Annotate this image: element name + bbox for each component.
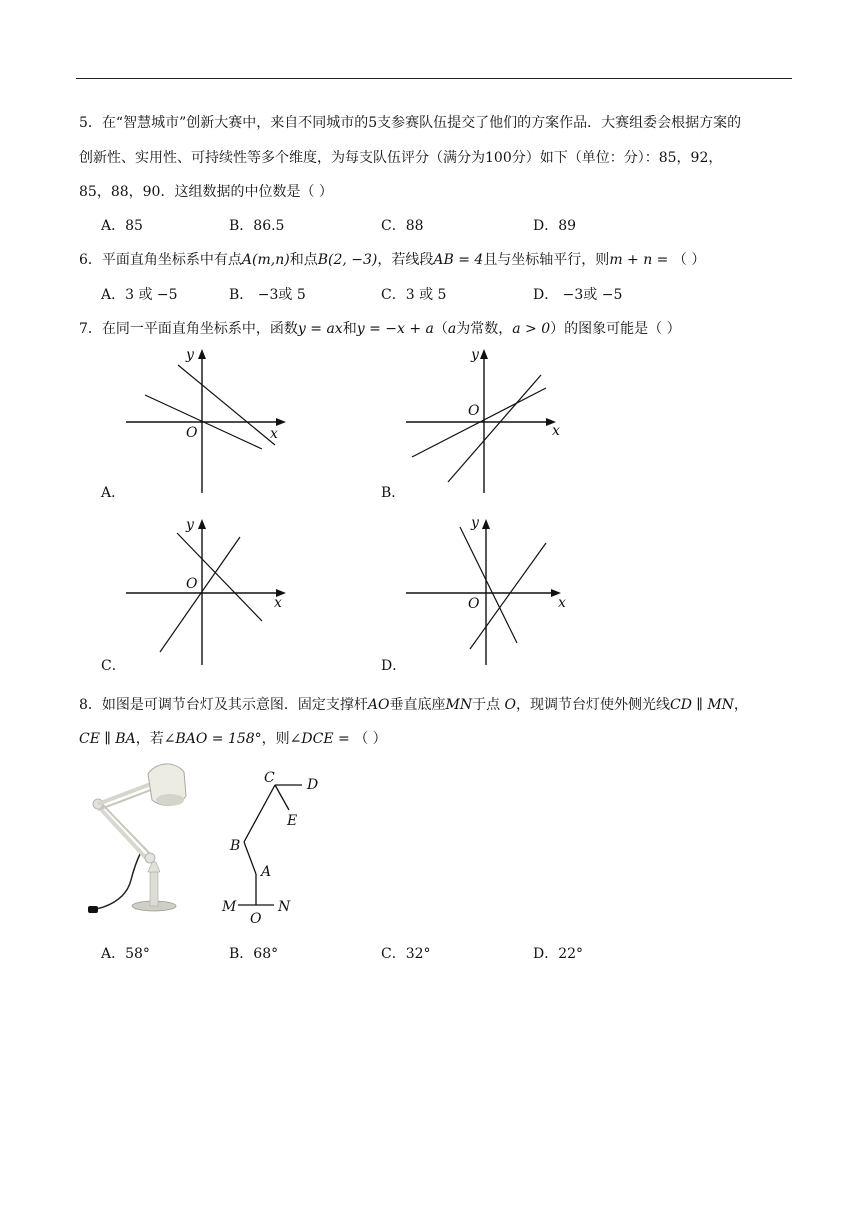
graph-b-label: B．	[381, 485, 406, 501]
graph-d[interactable]	[400, 515, 575, 670]
q5-option-c[interactable]: C．88	[381, 218, 424, 234]
function-1: y = ax	[297, 321, 343, 337]
desk-lamp-image	[86, 760, 206, 920]
sum-mn: m + n =	[609, 252, 673, 268]
given-angle: ∠BAO = 158°	[163, 731, 262, 747]
point-b: B(2, −3)	[317, 252, 378, 268]
y-axis-label: y	[186, 517, 194, 533]
x-axis-label: x	[558, 595, 566, 611]
q7-stem: 7．在同一平面直角坐标系中，函数y = ax和y = −x + a（a为常数，a > 0）的图象可能是（ ）	[79, 321, 681, 337]
q8-line2: CE ∥ BA，若∠BAO = 158°，则∠DCE = （ ）	[79, 731, 387, 747]
origin-label: O	[186, 576, 198, 592]
origin-label: O	[468, 403, 480, 419]
q8-option-c[interactable]: C．32°	[381, 946, 431, 962]
label-o: O	[250, 911, 262, 927]
label-d: D	[307, 777, 319, 793]
lamp-schematic	[218, 768, 338, 928]
x-axis-label: x	[270, 426, 278, 442]
segment-ab: AB = 4	[433, 252, 484, 268]
origin-label: O	[186, 425, 198, 441]
q8-option-a[interactable]: A．58°	[101, 946, 150, 962]
label-b: B	[230, 838, 241, 854]
q6-option-a[interactable]: A．3 或 −5	[101, 287, 178, 303]
asked-angle: ∠DCE =	[289, 731, 355, 747]
q6-stem: 6．平面直角坐标系中有点A(m,n)和点B(2, −3)，若线段AB = 4且与坐标轴平行，则m + n = （ ）	[79, 252, 706, 268]
label-c: C	[264, 770, 275, 786]
q8-option-b[interactable]: B．68°	[229, 946, 279, 962]
function-2: y = −x + a	[356, 321, 434, 337]
y-axis-label: y	[471, 515, 479, 531]
q5-option-b[interactable]: B．86.5	[229, 218, 285, 234]
q8-line1: 8．如图是可调节台灯及其示意图．固定支撑杆AO垂直底座MN于点 O，现调节台灯使外侧光线CD ∥ MN，	[79, 697, 748, 713]
label-m: M	[222, 899, 237, 915]
label-a: A	[261, 864, 272, 880]
graph-c-label: C．	[101, 658, 126, 674]
graph-a[interactable]	[120, 345, 295, 500]
point-a: A(m,n)	[241, 252, 290, 268]
origin-label: O	[468, 596, 480, 612]
header-rule	[76, 78, 792, 79]
q6-option-d[interactable]: D． −3或 −5	[533, 287, 623, 303]
graph-a-label: A．	[101, 485, 126, 501]
q5-option-a[interactable]: A．85	[101, 218, 143, 234]
x-axis-label: x	[552, 423, 560, 439]
graph-d-label: D．	[381, 658, 407, 674]
q5-option-d[interactable]: D．89	[533, 218, 577, 234]
q5-line2: 创新性、实用性、可持续性等多个维度，为每支队伍评分（满分为100分）如下（单位：分）：85，92，	[79, 150, 723, 166]
graph-c[interactable]	[120, 515, 295, 670]
label-e: E	[287, 813, 298, 829]
y-axis-label: y	[471, 347, 479, 363]
y-axis-label: y	[186, 347, 194, 363]
graph-b[interactable]	[400, 345, 575, 500]
label-n: N	[278, 899, 291, 915]
q5-line1: 5．在“智慧城市”创新大赛中，来自不同城市的5支参赛队伍提交了他们的方案作品．大赛组委会根据方案的	[79, 115, 742, 131]
q5-line3: 85，88，90．这组数据的中位数是（ ）	[79, 184, 333, 200]
q8-option-d[interactable]: D．22°	[533, 946, 584, 962]
condition: a > 0	[512, 321, 551, 337]
x-axis-label: x	[274, 595, 282, 611]
q6-option-c[interactable]: C．3 或 5	[381, 287, 447, 303]
q6-option-b[interactable]: B． −3或 5	[229, 287, 306, 303]
